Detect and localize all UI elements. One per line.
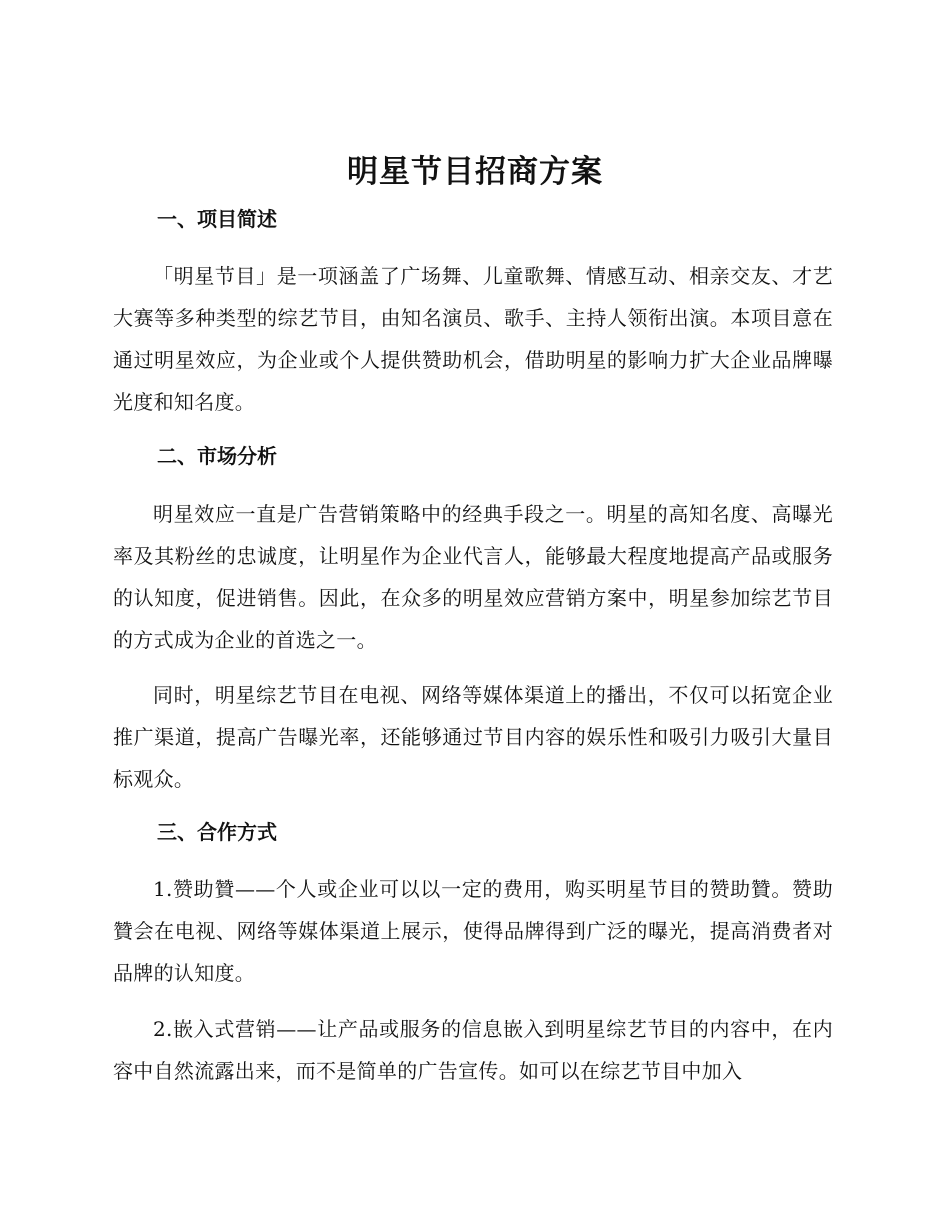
paragraph-overview: 「明星节目」是一项涵盖了广场舞、儿童歌舞、情感互动、相亲交友、才艺大赛等多种类型的综艺节目，由知名演员、歌手、主持人领衔出演。本项目意在通过明星效应，为企业或个人提供赞助机会，借助明星的影响力扩大企业品牌曝光度和知名度。 [113, 264, 833, 414]
paragraph-cooperation-2: 2.嵌入式营销——让产品或服务的信息嵌入到明星综艺节目的内容中，在内容中自然流露出来，而不是简单的广告宣传。如可以在综艺节目中加入 [113, 1017, 833, 1083]
paragraph-market-analysis-1: 明星效应一直是广告营销策略中的经典手段之一。明星的高知名度、高曝光率及其粉丝的忠诚度，让明星作为企业代言人，能够最大程度地提高产品或服务的认知度，促进销售。因此，在众多的明星效应营销方案中，明星参加综艺节目的方式成为企业的首选之一。 [113, 502, 833, 652]
section-heading-cooperation: 三、合作方式 [157, 820, 277, 844]
section-heading-market-analysis: 二、市场分析 [157, 444, 277, 468]
paragraph-market-analysis-2: 同时，明星综艺节目在电视、网络等媒体渠道上的播出，不仅可以拓宽企业推广渠道，提高广告曝光率，还能够通过节目内容的娱乐性和吸引力吸引大量目标观众。 [113, 683, 833, 791]
document-title: 明星节目招商方案 [347, 154, 603, 190]
section-heading-overview: 一、项目简述 [157, 207, 277, 231]
paragraph-cooperation-1: 1.赞助贊——个人或企业可以以一定的费用，购买明星节目的赞助贊。赞助贊会在电视、网络等媒体渠道上展示，使得品牌得到广泛的曝光，提高消费者对品牌的认知度。 [113, 877, 833, 985]
